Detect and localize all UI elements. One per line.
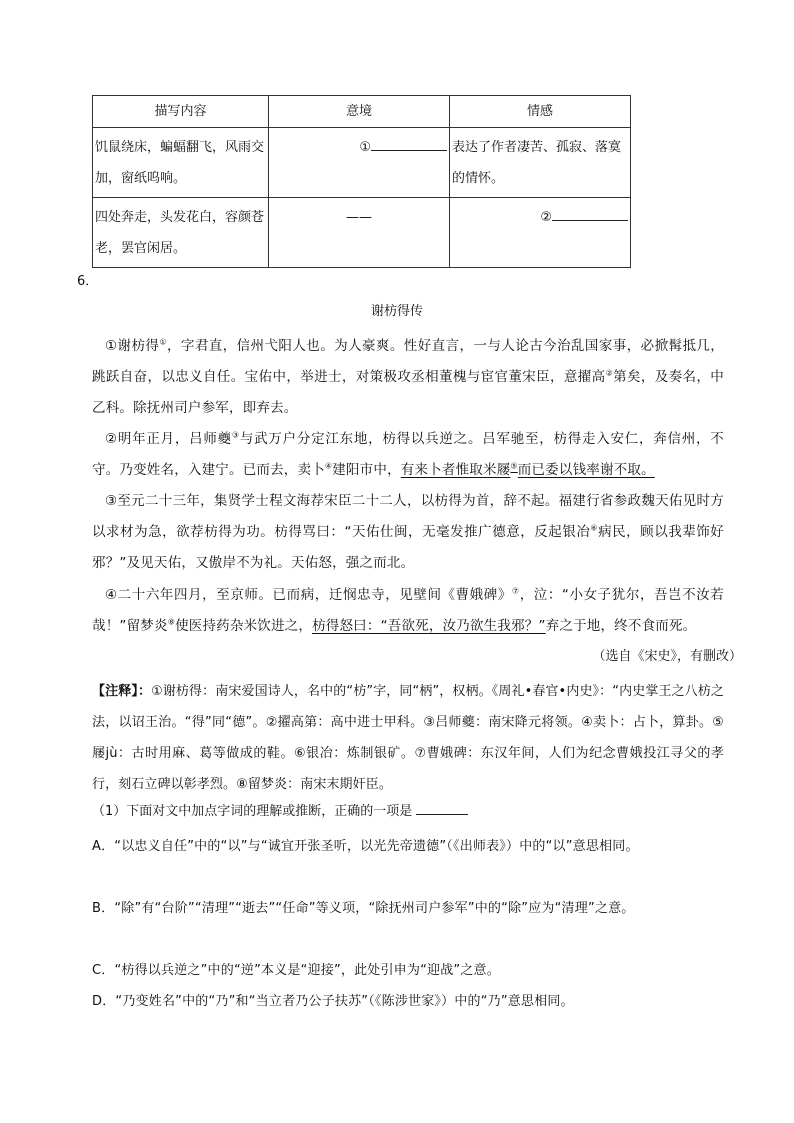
footnote-3: ③ [231, 430, 240, 440]
annotations [92, 676, 724, 800]
footnote-6: ⑥ [590, 523, 599, 533]
row2-emotion [450, 198, 631, 268]
question-stem [92, 800, 468, 819]
p1-text-c: 第矣，及奏名，中乙科。除抚州司户参军，即弃去。 [92, 369, 725, 416]
row1-mood [269, 128, 450, 198]
option-a: A．“以忠义自任”中的“以”与“诚宜开张圣听，以光先帝遗德”（《出师表》）中的“以”意思相同。 [92, 839, 639, 854]
footnote-5: ⑤ [510, 461, 518, 471]
paragraph-2 [92, 424, 724, 486]
header-mood: 意境 [269, 96, 450, 128]
p2-text-b: 与武万户分定江东地，枋得以兵逆之。吕军驰至，枋得走入安仁，奔信州，不守。乃变姓名，入建宁。已而去，卖卜 [92, 431, 724, 478]
underlined-sentence-2: 枋得怒曰：“吾欲死，汝乃欲生我邪？” [312, 618, 546, 634]
table-row [93, 128, 631, 198]
description-table [92, 95, 631, 268]
paragraph-1 [92, 331, 724, 424]
p4-text-b: ，泣：“小女子犹尔，吾岂不汝若哉！”留梦炎 [92, 587, 725, 634]
paragraph-3 [92, 486, 724, 579]
footnote-4: ④ [324, 461, 333, 471]
notes-text: ①谢枋得：南宋爱国诗人，名中的“枋”字，同“柄”，权柄。《周礼•春官•内史》：“内史掌王之八枋之法，以诏王治。“得”同“德”。②擢高第：高中进士甲科。③吕师夔：南宋降元将领。④卖卜：占卜，算卦。⑤屦jù：古时用麻、葛等做成的鞋。⑥银冶：炼制银矿。⑦曹娥碑：东汉年间，人们为纪念曹娥投江寻父的孝行，刻石立碑以彰孝烈。⑧留梦炎：南宋末期奸臣。 [92, 684, 724, 792]
row2-content: 四处奔走，头发花白，容颜苍老，罢官闲居。 [93, 198, 269, 268]
underlined-sentence-1b: 而已委以钱率谢不取。 [517, 462, 655, 478]
p4-text-a: ④二十六年四月，至京师。已而病，迁悯忠寺，见壁间《曹娥碑》 [105, 587, 512, 603]
paragraph-4 [92, 580, 724, 642]
p2-text-c: 建阳市中， [332, 462, 401, 478]
footnote-8: ⑧ [167, 617, 176, 627]
p4-text-d: 弃之于地，终不食而死。 [545, 618, 697, 634]
footnote-1: ① [159, 337, 167, 347]
p2-text-a: ②明年正月，吕师夔 [105, 431, 232, 447]
p3-text-a: ③至元二十三年，集贤学士程文海荐宋臣二十二人，以枋得为首，辞不起。福建行省参政魏天佑见时方以求材为急，欲荐枋得为功。枋得骂曰：“天佑仕闽，无毫发推广德意，反起银冶 [92, 493, 724, 540]
footnote-7: ⑦ [511, 586, 520, 596]
article-title: 谢枋得传 [370, 304, 423, 319]
p3-text-b: 病民，顾以我辈饰好邪？”及见天佑，又傲岸不为礼。天佑怒，强之而北。 [92, 524, 724, 571]
row2-mood: —— [269, 198, 450, 268]
blank-marker-2: ② [540, 210, 552, 225]
option-b: B．“除”有“台阶”“清理”“逝去”“任命”等义项，“除抚州司户参军”中的“除”应为“清理”之意。 [92, 901, 635, 916]
source-citation: （选自《宋史》，有删改） [592, 649, 742, 664]
option-c: C．“枋得以兵逆之”中的“逆”本义是“迎接”，此处引申为“迎战”之意。 [92, 963, 500, 978]
footnote-2: ② [605, 368, 614, 378]
answer-blank-2[interactable] [552, 206, 628, 221]
answer-blank-q1[interactable] [416, 800, 468, 815]
table-row [93, 198, 631, 268]
underlined-sentence-1a: 有来卜者惟取米屦 [400, 462, 511, 478]
blank-marker-1: ① [359, 140, 371, 155]
row1-content: 饥鼠绕床，蝙蝠翻飞，风雨交加，窗纸呜响。 [93, 128, 269, 198]
table-header-row [93, 96, 631, 128]
question-number: 6． [77, 274, 99, 289]
answer-blank-1[interactable] [371, 136, 447, 151]
header-emotion: 情感 [450, 96, 631, 128]
question-stem-text: （1）下面对文中加点字词的理解或推断，正确的一项是 [92, 804, 413, 819]
p1-text-a: ①谢枋得 [105, 338, 160, 354]
row1-emotion: 表达了作者凄苦、孤寂、落寞的情怀。 [450, 128, 631, 198]
header-content: 描写内容 [93, 96, 269, 128]
p4-text-c: 使医持药杂米饮进之， [175, 618, 313, 634]
notes-label: 【注释】： [92, 684, 152, 699]
p1-text-b: ，字君直，信州弋阳人也。为人豪爽。性好直言，一与人论古今治乱国家事，必掀髯抵几，跳跃自奋，以忠义自任。宝佑中，举进士，对策极攻丞相董槐与宦官董宋臣，意擢高 [92, 338, 725, 385]
option-d: D．“乃变姓名”中的“乃”和“当立者乃公子扶苏”（《陈涉世家》）中的“乃”意思相同。 [92, 994, 574, 1009]
